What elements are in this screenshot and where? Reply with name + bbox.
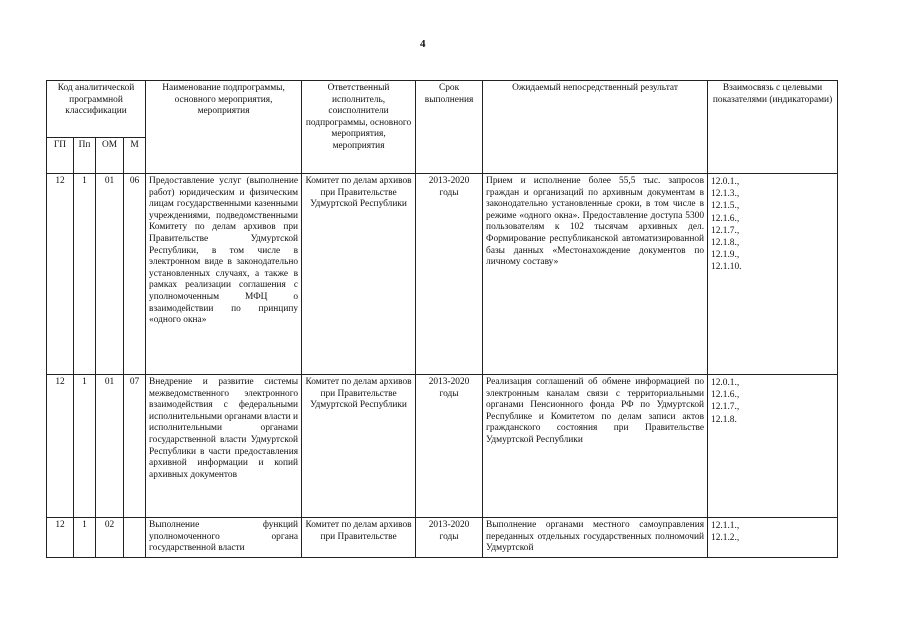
cell-result: Прием и исполнение более 55,5 тыс. запросов граждан и организаций по архивным документам в законодательно установленные сроки, в том числе в режиме «одного окна». Предоставление доступа 5300 пользователям к 102 тысячам архивных дел. Формирование республиканской автоматизированной базы данных «Местонахождение документов по личному составу» [483, 174, 708, 375]
cell-indicators [708, 518, 838, 558]
cell-m: 07 [124, 375, 146, 518]
cell-gp: 12 [47, 518, 74, 558]
indicator-item: 12.0.1., [711, 177, 740, 187]
table-row [47, 518, 838, 558]
header-term: Срок выполнения [416, 81, 483, 174]
indicator-item: 12.1.3., [711, 189, 740, 200]
indicator-item: 12.1.6., [711, 390, 740, 401]
header-pp: Пп [74, 138, 96, 174]
indicator-item: 12.1.6., [711, 213, 740, 224]
indicator-item: 12.1.2., [711, 533, 740, 544]
cell-result-text: Выполнение органами местного самоуправления переданных отдельных государственных полномочий Удмуртской [486, 520, 705, 554]
cell-gp: 12 [47, 375, 74, 518]
header-gp: ГП [47, 138, 74, 174]
indicator-item: 12.1.8., [711, 238, 740, 249]
page-number: 4 [420, 38, 426, 50]
cell-result [483, 518, 708, 558]
cell-om: 02 [96, 518, 124, 558]
cell-m: 06 [124, 174, 146, 375]
indicator-item: 12.0.1., [711, 378, 740, 388]
cell-executor: Комитет по делам архивов при Правительстве Удмуртской Республики [302, 375, 416, 518]
cell-name-text: Выполнение функций уполномоченного органа государственной власти [149, 520, 299, 554]
cell-indicators [708, 174, 838, 375]
indicator-item: 12.1.5., [711, 201, 740, 212]
cell-pp: 1 [74, 174, 96, 375]
cell-om: 01 [96, 375, 124, 518]
cell-term: 2013-2020 годы [416, 518, 483, 558]
header-executor: Ответственный исполнитель, соисполнители подпрограммы, основного мероприятия, мероприятия [302, 81, 416, 174]
indicator-item: 12.1.8. [711, 414, 737, 425]
cell-term: 2013-2020 годы [416, 375, 483, 518]
cell-name: Предоставление услуг (выполнение работ) юридическим и физическим лицам государственными казенными учреждениями, подведомственными Комитету по делам архивов при Правительстве Удмуртской Республики, в том числе в электронном виде в законодательно установленных случаях, а также в рамках реализации соглашения с уполномоченным МФЦ о взаимодействии по принципу «одного окна» [146, 174, 302, 375]
program-table [46, 80, 838, 558]
header-code: Код аналитической программной классификации [47, 81, 146, 138]
cell-gp: 12 [47, 174, 74, 375]
cell-pp: 1 [74, 518, 96, 558]
cell-executor: Комитет по делам архивов при Правительстве Удмуртской Республики [302, 174, 416, 375]
cell-m [124, 518, 146, 558]
indicator-item: 12.1.1., [711, 521, 740, 531]
header-name: Наименование подпрограммы, основного мероприятия, мероприятия [146, 81, 302, 174]
header-indicators: Взаимосвязь с целевыми показателями (индикаторами) [708, 81, 838, 174]
cell-term: 2013-2020 годы [416, 174, 483, 375]
header-m: М [124, 138, 146, 174]
indicator-item: 12.1.9., [711, 250, 740, 261]
cell-executor-text: Комитет по делам архивов при Правительстве [305, 520, 412, 542]
header-om: ОМ [96, 138, 124, 174]
cell-name [146, 518, 302, 558]
cell-result: Реализация соглашений об обмене информацией по электронным каналам связи с территориальными органами Пенсионного фонда РФ по Удмуртской Республике и Комитетом по делам записи актов гражданского состояния при Правительстве Удмуртской Республики [483, 375, 708, 518]
cell-pp: 1 [74, 375, 96, 518]
cell-om: 01 [96, 174, 124, 375]
cell-executor [302, 518, 416, 558]
table-row [47, 174, 838, 375]
cell-name: Внедрение и развитие системы межведомственного электронного взаимодействия с федеральными исполнительными органами власти и исполнительными органами государственной власти Удмуртской Республики в части предоставления архивной информации и копий архивных документов [146, 375, 302, 518]
table-row [47, 375, 838, 518]
indicator-item: 12.1.7., [711, 225, 740, 236]
cell-indicators [708, 375, 838, 518]
header-result: Ожидаемый непосредственный результат [483, 81, 708, 174]
indicator-item: 12.1.10. [711, 262, 742, 273]
indicator-item: 12.1.7., [711, 402, 740, 413]
